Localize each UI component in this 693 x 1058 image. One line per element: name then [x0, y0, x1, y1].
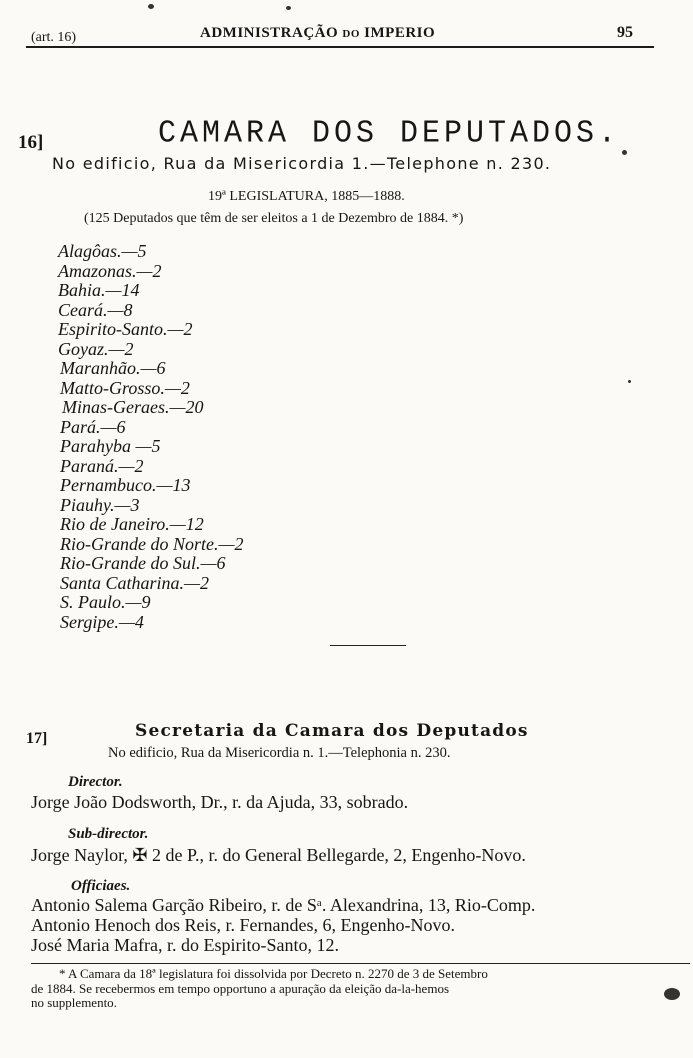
- scan-speck: [622, 150, 627, 155]
- list-item: Pernambuco.—13: [60, 475, 191, 495]
- footnote: [31, 967, 671, 1011]
- list-item: Ceará.—8: [58, 299, 133, 320]
- role-label: Officiaes.: [71, 878, 131, 894]
- list-item: Parahyba —5: [60, 436, 161, 456]
- list-item: Rio-Grande do Sul.—6: [60, 553, 226, 573]
- section-number: 17]: [26, 730, 48, 747]
- deputies-note: (125 Deputados que têm de ser eleitos a 1 de Dezembro de 1884. *): [84, 211, 464, 226]
- subdirector-entry: Jorge Naylor, ✠ 2 de P., r. do General Bellegarde, 2, Engenho-Novo.: [31, 845, 526, 865]
- footnote-rule: [31, 963, 690, 964]
- list-item: Rio de Janeiro.—12: [60, 514, 204, 534]
- header-article-ref: (art. 16): [31, 30, 77, 45]
- list-item: Minas-Geraes.—20: [62, 397, 204, 417]
- running-head-title: ADMINISTRAÇÃO do IMPERIO: [200, 25, 436, 41]
- list-item: Espirito-Santo.—2: [58, 319, 193, 339]
- list-item: Matto-Grosso.—2: [60, 377, 190, 398]
- scan-speck: [628, 380, 631, 383]
- scan-speck: [664, 988, 680, 1000]
- list-item: Rio-Grande do Norte.—2: [60, 533, 244, 554]
- list-item: Goyaz.—2: [58, 338, 134, 359]
- header-rule: [26, 46, 654, 48]
- section-address: No edificio, Rua da Misericordia n. 1.—Telephonia n. 230.: [108, 745, 451, 761]
- officer-entry: José Maria Mafra, r. do Espirito-Santo, 12.: [31, 935, 339, 955]
- officer-entry: Antonio Salema Garção Ribeiro, r. de Sᵃ. Alexandrina, 13, Rio-Comp.: [31, 895, 536, 915]
- footnote-line: no supplemento.: [31, 995, 117, 1010]
- legislature-line: 19ª LEGISLATURA, 1885—1888.: [208, 189, 405, 204]
- list-item: Sergipe.—4: [60, 611, 144, 632]
- list-item: Santa Catharina.—2: [60, 572, 210, 593]
- director-entry: Jorge João Dodsworth, Dr., r. da Ajuda, 33, sobrado.: [31, 792, 409, 812]
- list-item: Piauhy.—3: [60, 494, 140, 515]
- footnote-line: de 1884. Se recebermos em tempo opportuno a apuração da eleição da-la-hemos: [31, 980, 449, 996]
- list-item: Paraná.—2: [60, 455, 144, 476]
- footnote-line: * A Camara da 18ª legislatura foi dissolvida por Decreto n. 2270 de 3 de Setembro: [59, 966, 488, 981]
- scan-speck: [286, 6, 291, 10]
- list-item: Bahia.—14: [58, 280, 140, 300]
- section-address: No edificio, Rua da Misericordia 1.—Telephone n. 230.: [52, 154, 552, 173]
- list-item: S. Paulo.—9: [60, 592, 151, 612]
- list-item: Maranhão.—6: [60, 358, 166, 378]
- list-item: Alagôas.—5: [58, 241, 147, 261]
- section-title: Secretaria da Camara dos Deputados: [135, 721, 529, 741]
- section-title: CAMARA DOS DEPUTADOS.: [158, 116, 621, 152]
- page-number: 95: [617, 24, 633, 41]
- officer-entry: Antonio Henoch dos Reis, r. Fernandes, 6, Engenho-Novo.: [31, 915, 455, 935]
- section-number: 16]: [18, 132, 44, 153]
- role-label: Sub-director.: [68, 826, 149, 842]
- role-label: Director.: [68, 774, 123, 790]
- scan-speck: [148, 4, 154, 9]
- list-item: Amazonas.—2: [58, 260, 162, 281]
- province-list: [58, 242, 244, 632]
- list-item: Pará.—6: [60, 416, 126, 437]
- section-divider: [330, 645, 406, 646]
